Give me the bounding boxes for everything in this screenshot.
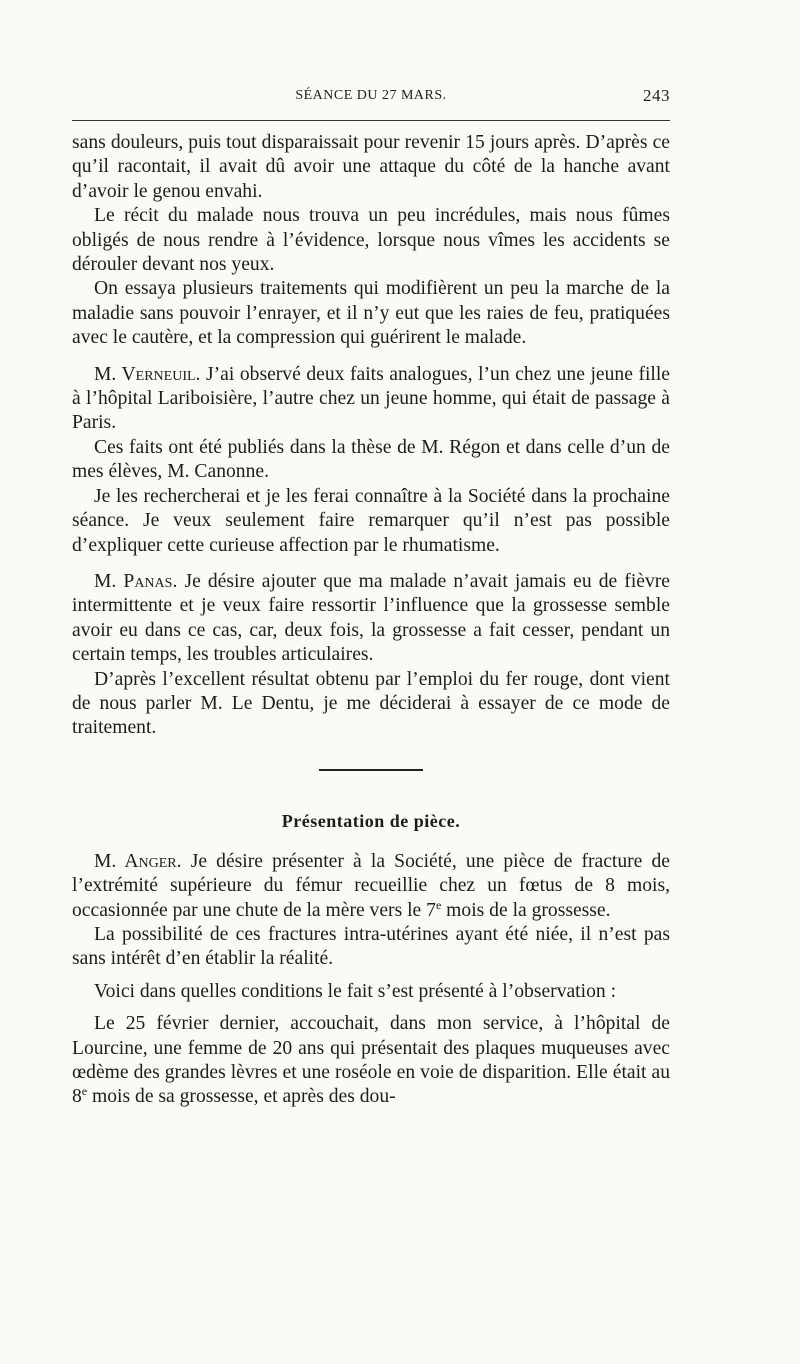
superscript: e [81,1084,88,1099]
paragraph-continuation: sans douleurs, puis tout disparaissait pour revenir 15 jours après. D’après ce qu’il racontait, il avait dû avoir une attaque du côté de la hanche avant d’avoir le genou envahi. [72,132,670,202]
paragraph-anger [72,850,670,923]
running-title: SÉANCE DU 27 MARS. [295,88,447,103]
paragraph-text-cont: mois de sa grossesse, et après des dou- [87,1086,396,1108]
paragraph-rechercherai: Je les rechercherai et je les ferai connaître à la Société dans la prochaine séance. Je veux seulement faire remarquer qu’il n’est pas possible d’expliquer cette curieuse affection par le rhumatisme. [72,485,670,556]
speaker-text-cont: mois de la grossesse. [441,899,611,921]
superscript: e [435,897,442,912]
paragraph-fer-rouge: D’après l’excellent résultat obtenu par l’emploi du fer rouge, dont vient de nous parler M. Le Dentu, je me déciderai à essayer de ce mode de traitement. [72,668,670,739]
paragraph-text: Le 25 février dernier, accouchait, dans mon service, à l’hôpital de Lourcine, une femme de 20 ans qui présentait des plaques muqueuses avec œdème des grandes lèvres et une roséole en voie de disparition. Elle était au 8 [72,1013,670,1108]
section-divider [319,769,423,771]
paragraph-verneuil [72,363,670,436]
header-rule [72,120,670,121]
speaker-name: M. Verneuil. [94,363,201,385]
running-head [72,86,670,112]
speaker-text: Je désire présenter à la Société, une pièce de fracture de l’extrémité supérieure du fémur recueillie chez un fœtus de 8 mois, occasionnée par une chute de la mère vers le 7 [72,850,670,921]
speaker-text: Je désire ajouter que ma malade n’avait jamais eu de fièvre intermittente et je veux faire ressortir l’influence que la grossesse semble avoir eu dans ce cas, car, deux fois, la grossesse a fait cesser, pendant un certain temps, les troubles articulaires. [72,570,670,666]
section-title: Présentation de pièce. [281,810,461,831]
speaker-name: M. Panas. [94,570,178,592]
speaker-name: M. Anger. [94,850,182,872]
paragraph-panas [72,570,670,668]
paragraph-faits-publies: Ces faits ont été publiés dans la thèse de M. Régon et dans celle d’un de mes élèves, M. Canonne. [72,436,670,483]
paragraph-recit: Le récit du malade nous trouva un peu incrédules, mais nous fûmes obligés de nous rendre à l’évidence, lorsque nous vîmes les accidents se dérouler devant nos yeux. [72,205,670,276]
speaker-text: J’ai observé deux faits analogues, l’un chez une jeune fille à l’hôpital Lariboisière, l’autre chez un jeune homme, qui était de passage à Paris. [72,363,670,434]
paragraph-fevrier [72,1012,670,1110]
page-number: 243 [643,86,670,105]
paragraph-traitements: On essaya plusieurs traitements qui modifièrent un peu la marche de la maladie sans pouvoir l’enrayer, et il n’y eut que les raies de feu, pratiquées avec le cautère, et la compression qui guérirent le malade. [72,278,670,349]
page [72,86,670,1110]
paragraph-possibilite: La possibilité de ces fractures intra-utérines ayant été niée, il n’est pas sans intérêt d’en établir la réalité. [72,923,670,970]
paragraph-conditions: Voici dans quelles conditions le fait s’est présenté à l’observation : [94,980,617,1002]
